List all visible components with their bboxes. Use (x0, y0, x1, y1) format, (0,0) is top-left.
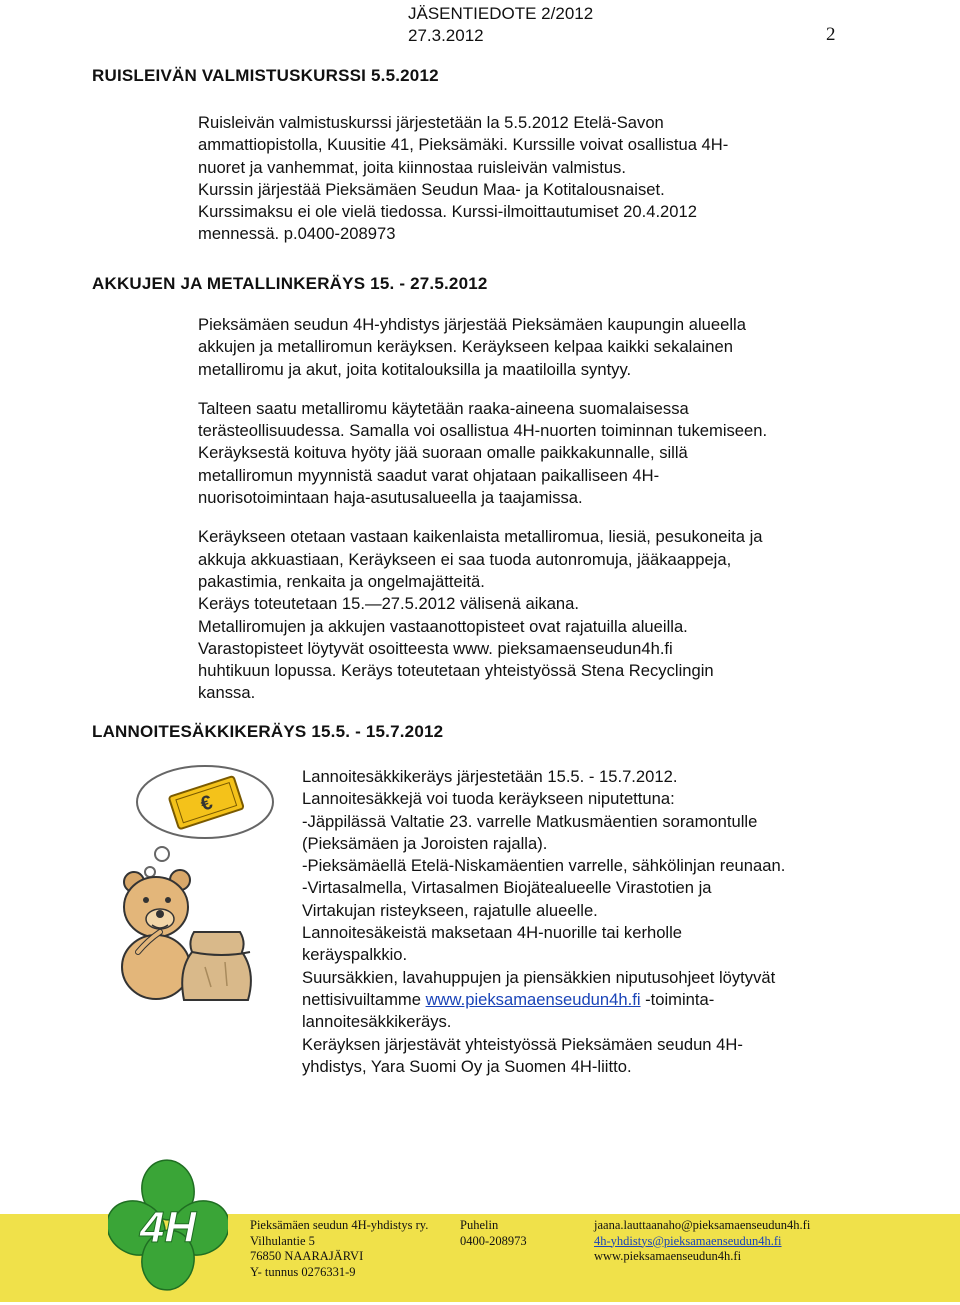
text-line: terästeollisuudessa. Samalla voi osallistua 4H-nuorten toiminnan tukemiseen. (198, 421, 768, 441)
euro-symbol: € (197, 791, 216, 816)
bear-with-sack-and-euro-note-icon (110, 762, 290, 1007)
text-line: metalliromun myynnistä saadut varat ohjataan paikalliseen 4H- (198, 465, 660, 485)
text-line: (Pieksämäen ja Joroisten rajalla). (302, 833, 548, 853)
business-id: Y- tunnus 0276331-9 (250, 1264, 356, 1279)
text-line: -Pieksämäellä Etelä-Niskamäentien varrelle, sähkölinjan reunaan. (302, 856, 786, 876)
text-line: mennessä. p.0400-208973 (198, 224, 396, 244)
text-line: Lannoitesäkkejä voi tuoda keräykseen niputettuna: (302, 789, 675, 809)
text-line: lannoitesäkkikeräys. (302, 1012, 452, 1032)
text-line-with-link (302, 989, 902, 1011)
text-line: Keräykseen otetaan vastaan kaikenlaista metalliromua, liesiä, pesukoneita ja (198, 527, 763, 547)
text-line: ammattiopistolla, Kuusitie 41, Pieksämäki. Kurssille voivat osallistua 4H- (198, 135, 729, 155)
text-line: nuoret ja vanhemmat, joita kiinnostaa ruisleivän valmistus. (198, 157, 626, 177)
4h-clover-logo-icon (108, 1150, 228, 1305)
section-heading-ruisleipa: RUISLEIVÄN VALMISTUSKURSSI 5.5.2012 (92, 66, 439, 85)
phone-label: Puhelin (460, 1218, 499, 1232)
text-line: Keräyksestä koituva hyöty jää suoraan omalle paikkakunnalle, sillä (198, 443, 688, 463)
page-number: 2 (826, 24, 836, 45)
website-footer[interactable]: www.pieksamaenseudun4h.fi (594, 1249, 742, 1263)
text-line: Kurssimaksu ei ole vielä tiedossa. Kurssi-ilmoittautumiset 20.4.2012 (198, 202, 697, 222)
text-line: Kurssin järjestää Pieksämäen Seudun Maa- ja Kotitalousnaiset. (198, 179, 665, 199)
logo-text: 4H (139, 1203, 197, 1252)
text-line: Pieksämäen seudun 4H-yhdistys järjestää Pieksämäen kaupungin alueella (198, 315, 746, 334)
phone-number: 0400-208973 (460, 1233, 527, 1248)
document-title: JÄSENTIEDOTE 2/2012 (408, 4, 594, 23)
text-line: metalliromu ja akut, joita kotitalouksilla ja maatiloilla syntyy. (198, 359, 632, 379)
text-line: Varastopisteet löytyvät osoitteesta www. pieksamaenseudun4h.fi (198, 638, 673, 658)
website-link[interactable]: www.pieksamaenseudun4h.fi (425, 989, 641, 1009)
text-line: -Virtasalmella, Virtasalmen Biojätealueelle Virastotien ja (302, 878, 712, 898)
text-line: Lannoitesäkeistä maksetaan 4H-nuorille tai kerholle (302, 923, 683, 943)
text-line: huhtikuun lopussa. Keräys toteutetaan yhteistyössä Stena Recyclingin (198, 661, 714, 681)
text-line: Talteen saatu metalliromu käytetään raaka-aineena suomalaisessa (198, 398, 689, 418)
text-line: akkuja akkuastiaan, Keräykseen ei saa tuoda autonromuja, jääkaappeja, (198, 549, 732, 569)
org-name: Pieksämäen seudun 4H-yhdistys ry. (250, 1218, 429, 1232)
text-line: yhdistys, Yara Suomi Oy ja Suomen 4H-liitto. (302, 1056, 632, 1076)
section-heading-metallinkerays: AKKUJEN JA METALLINKERÄYS 15. - 27.5.2012 (92, 274, 488, 293)
footer-contacts (594, 1218, 810, 1265)
text-line: kanssa. (198, 683, 256, 703)
text-line: Lannoitesäkkikeräys järjestetään 15.5. - 15.7.2012. (302, 767, 678, 786)
text-line: keräyspalkkio. (302, 945, 408, 965)
postal-address: 76850 NAARAJÄRVI (250, 1249, 364, 1263)
text-line: Keräys toteutetaan 15.—27.5.2012 välisenä aikana. (198, 594, 579, 614)
text-line: Suursäkkien, lavahuppujen ja piensäkkien niputusohjeet löytyvät (302, 967, 776, 987)
email-contact[interactable]: jaana.lauttaanaho@pieksamaenseudun4h.fi (594, 1218, 811, 1232)
text-line: akkujen ja metalliromun keräyksen. Keräykseen kelpaa kaikki sekalainen (198, 337, 733, 357)
section-body-lannoitesakki (302, 766, 902, 1078)
text-line: nuorisotoimintaan haja-asutusalueella ja taajamissa. (198, 488, 583, 508)
section-body-metallinkerays (198, 314, 858, 705)
link-prefix: nettisivuiltamme (302, 989, 426, 1009)
document-date: 27.3.2012 (408, 26, 484, 45)
section-heading-lannoitesakki: LANNOITESÄKKIKERÄYS 15.5. - 15.7.2012 (92, 722, 444, 741)
text-line: pakastimia, renkaita ja ongelmajätteitä. (198, 571, 485, 591)
text-line: -Jäppilässä Valtatie 23. varrelle Matkusmäentien soramontulle (302, 811, 758, 831)
link-suffix: -toiminta- (640, 989, 715, 1009)
text-line: Ruisleivän valmistuskurssi järjestetään la 5.5.2012 Etelä-Savon (198, 113, 664, 132)
footer-phone (460, 1218, 527, 1249)
text-line: Virtakujan risteykseen, rajatulle alueelle. (302, 900, 598, 920)
text-line: Keräyksen järjestävät yhteistyössä Pieksämäen seudun 4H- (302, 1034, 743, 1054)
email-association[interactable]: 4h-yhdistys@pieksamaenseudun4h.fi (594, 1233, 782, 1248)
section-body-ruisleipa (198, 112, 858, 246)
footer-address (250, 1218, 428, 1280)
text-line: Metalliromujen ja akkujen vastaanottopisteet ovat rajatuilla alueilla. (198, 616, 688, 636)
street-address: Vilhulantie 5 (250, 1233, 315, 1248)
